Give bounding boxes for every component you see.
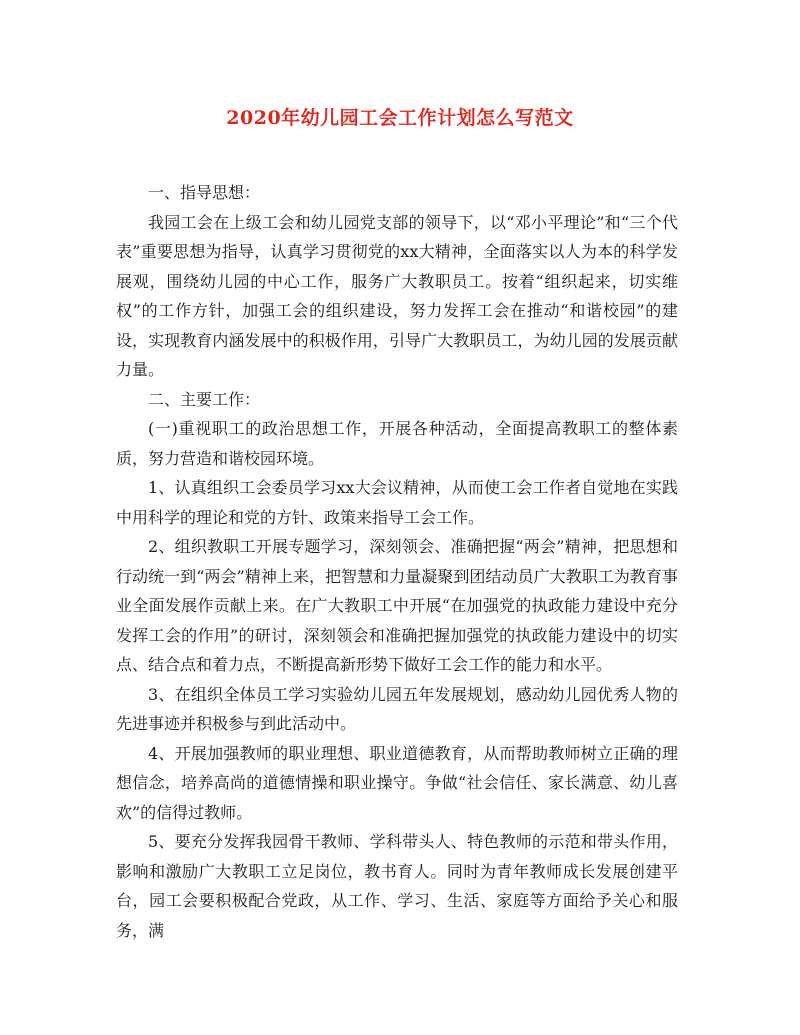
paragraph-subsection-1: (一)重视职工的政治思想工作，开展各种活动，全面提高教职工的整体素质，努力营造和谐校园环境。 (116, 419, 678, 468)
paragraph-item-5: 5、要充分发挥我园骨干教师、学科带头人、特色教师的示范和带头作用，影响和激励广大教职工立足岗位，教书育人。同时为青年教师成长发展创建平台，园工会要积极配合党政，从工作、学习、生活、家庭等方面给予关心和服务，满 (116, 832, 678, 940)
paragraph-item-1: 1、认真组织工会委员学习xx大会议精神，从而使工会工作者自觉地在实践中用科学的理论和党的方针、政策来指导工会工作。 (116, 478, 678, 527)
paragraph-guiding-thought: 我园工会在上级工会和幼儿园党支部的领导下，以“邓小平理论”和“三个代表”重要思想为指导，认真学习贯彻党的xx大精神，全面落实以人为本的科学发展观，围绕幼儿园的中心工作，服务广大教职员工。按着“组织起来，切实维权”的工作方针，加强工会的组织建设，努力发挥工会在推动“和谐校园”的建设，实现教育内涵发展中的积极作用，引导广大教职员工，为幼儿园的发展贡献力量。 (116, 212, 678, 379)
paragraph-item-4: 4、开展加强教师的职业理想、职业道德教育，从而帮助教师树立正确的理想信念，培养高尚的道德情操和职业操守。争做“社会信任、家长满意、幼儿喜欢”的信得过教师。 (116, 743, 678, 822)
document-body (116, 178, 678, 945)
paragraph-item-3: 3、在组织全体员工学习实验幼儿园五年发展规划，感动幼儿园优秀人物的先进事迹并积极参与到此活动中。 (116, 684, 678, 733)
paragraph-item-2: 2、组织教职工开展专题学习，深刻领会、准确把握“两会”精神，把思想和行动统一到“两会”精神上来，把智慧和力量凝聚到团结动员广大教职工为教育事业全面发展作贡献上来。在广大教职工中开展“在加强党的执政能力建设中充分发挥工会的作用”的研讨，深刻领会和准确把握加强党的执政能力建设中的切实点、结合点和着力点，不断提高新形势下做好工会工作的能力和水平。 (116, 537, 678, 674)
section-heading-guiding-thought: 一、指导思想： (148, 183, 261, 202)
section-heading-main-work: 二、主要工作： (148, 389, 261, 409)
document-title: 2020年幼儿园工会工作计划怎么写范文 (226, 107, 574, 129)
